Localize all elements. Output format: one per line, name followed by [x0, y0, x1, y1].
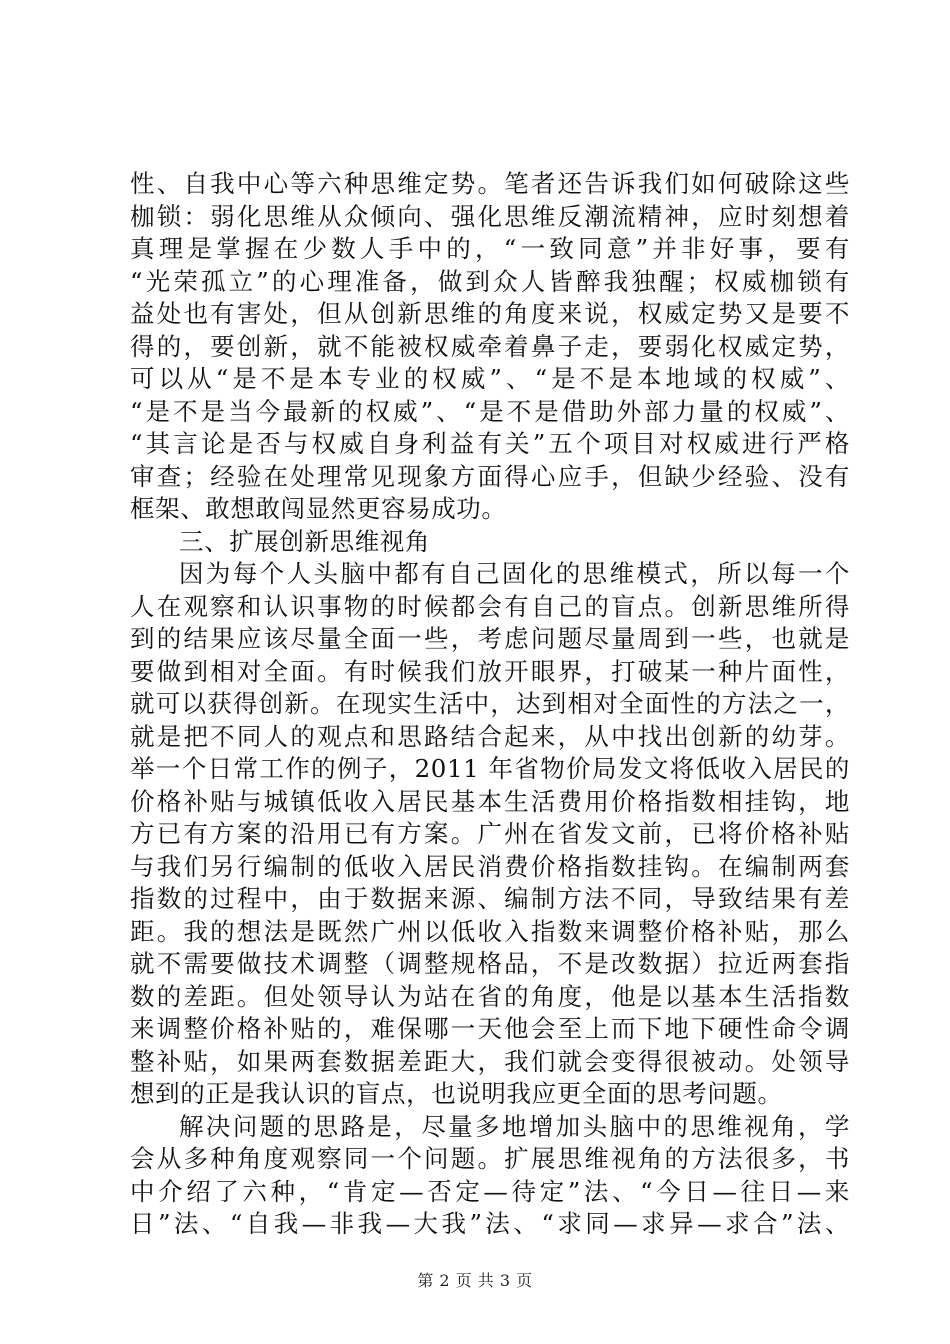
text-line: 得的，要创新，就不能被权威牵着鼻子走，要弱化权威定势， [130, 331, 850, 361]
text-line: 想到的正是我认识的盲点，也说明我应更全面的思考问题。 [130, 1079, 783, 1108]
section-heading: 三、扩展创新思维视角 [179, 526, 430, 556]
text-line: 与我们另行编制的低收入居民消费价格指数挂钩。在编制两套 [130, 851, 850, 881]
text-line: “光荣孤立”的心理准备，做到众人皆醉我独醒；权威枷锁有 [130, 266, 850, 296]
text-line: 日”法、“自我—非我—大我”法、“求同—求异—求合”法、 [130, 1209, 850, 1238]
text-line: 框架、敢想敢闯显然更容易成功。 [130, 494, 507, 523]
text-line: 方已有方案的沿用已有方案。广州在省发文前，已将价格补贴 [130, 819, 850, 848]
text-line: 就可以获得创新。在现实生活中，达到相对全面性的方法之一， [130, 689, 850, 718]
text-line: 可以从“是不是本专业的权威”、“是不是本地域的权威”、 [130, 364, 850, 393]
text-line: 举一个日常工作的例子，2011 年省物价局发文将低收入居民的 [130, 754, 850, 783]
text-line: 因为每个人头脑中都有自己固化的思维模式，所以每一个 [179, 559, 850, 588]
text-line: 审查；经验在处理常见现象方面得心应手，但缺少经验、没有 [130, 461, 850, 491]
text-line: 价格补贴与城镇低收入居民基本生活费用价格指数相挂钩，地 [130, 786, 850, 816]
text-line: “是不是当今最新的权威”、“是不是借助外部力量的权威”、 [130, 396, 850, 426]
text-line: 益处也有害处，但从创新思维的角度来说，权威定势又是要不 [130, 299, 850, 328]
text-line: 枷锁：弱化思维从众倾向、强化思维反潮流精神，应时刻想着 [130, 201, 850, 231]
text-line: 性、自我中心等六种思维定势。笔者还告诉我们如何破除这些 [130, 169, 850, 198]
text-line: 距。我的想法是既然广州以低收入指数来调整价格补贴，那么 [130, 916, 850, 946]
text-line: 整补贴，如果两套数据差距大，我们就会变得很被动。处领导 [130, 1046, 850, 1076]
text-line: 来调整价格补贴的，难保哪一天他会至上而下地下硬性命令调 [130, 1014, 850, 1043]
text-line: 到的结果应该尽量全面一些，考虑问题尽量周到一些，也就是 [130, 624, 850, 653]
page-number-label: 第 2 页 共 3 页 [417, 1271, 533, 1290]
text-line: 人在观察和认识事物的时候都会有自己的盲点。创新思维所得 [130, 591, 850, 621]
text-line: 真理是掌握在少数人手中的，“一致同意”并非好事，要有 [130, 234, 850, 263]
text-line: 解决问题的思路是，尽量多地增加头脑中的思维视角，学 [179, 1111, 850, 1141]
text-line: 指数的过程中，由于数据来源、编制方法不同，导致结果有差 [130, 884, 850, 913]
text-line: “其言论是否与权威自身利益有关”五个项目对权威进行严格 [130, 429, 850, 458]
text-line: 要做到相对全面。有时候我们放开眼界，打破某一种片面性， [130, 656, 850, 686]
text-line: 会从多种角度观察同一个问题。扩展思维视角的方法很多，书 [130, 1144, 850, 1173]
text-line: 就不需要做技术调整（调整规格品，不是改数据）拉近两套指 [130, 949, 850, 978]
page-footer [0, 1268, 950, 1291]
text-line: 中介绍了六种，“肯定—否定—待定”法、“今日—往日—来 [130, 1176, 850, 1206]
text-line: 数的差距。但处领导认为站在省的角度，他是以基本生活指数 [130, 981, 850, 1011]
text-line: 就是把不同人的观点和思路结合起来，从中找出创新的幼芽。 [130, 721, 850, 751]
document-body [130, 168, 850, 1241]
